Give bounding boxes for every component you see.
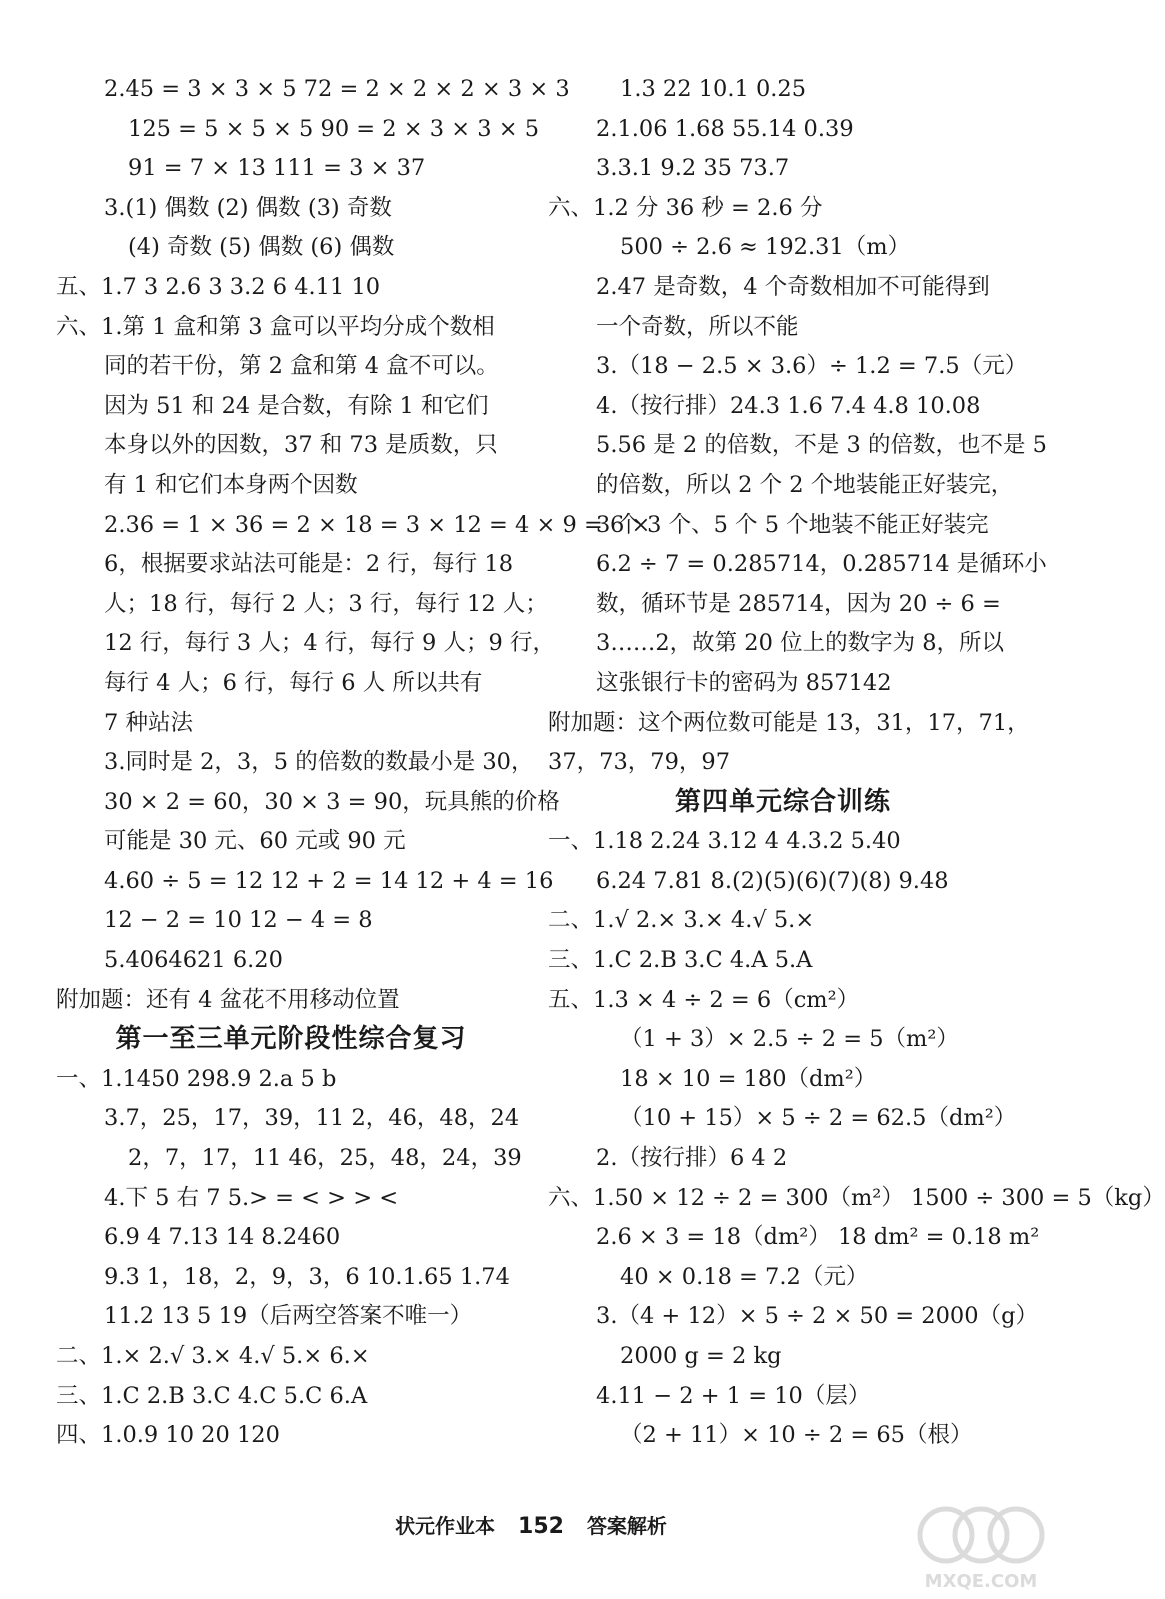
- answer-line: 3.同时是 2，3，5 的倍数的数最小是 30，: [104, 749, 534, 776]
- answer-line: 每行 4 人；6 行，每行 6 人 所以共有: [104, 669, 483, 696]
- answer-line: 同的若干份，第 2 盒和第 4 盒不可以。: [104, 353, 499, 380]
- answer-line: （1 + 3）× 2.5 ÷ 2 = 5（m²）: [620, 1026, 959, 1053]
- answer-line: 六、1.50 × 12 ÷ 2 = 300（m²） 1500 ÷ 300 = 5（kg）: [548, 1184, 1165, 1211]
- answer-line: 一个奇数，所以不能: [596, 313, 799, 340]
- answer-line: （2 + 11）× 10 ÷ 2 = 65（根）: [620, 1422, 973, 1449]
- answer-line: 3.3.1 9.2 35 73.7: [596, 155, 790, 182]
- answer-line: 六、1.第 1 盒和第 3 盒可以平均分成个数相: [56, 313, 495, 340]
- book-title: 状元作业本: [395, 1514, 496, 1538]
- answer-line: 可能是 30 元、60 元或 90 元: [104, 828, 406, 855]
- page-footer: [0, 1510, 1062, 1539]
- answer-line: 附加题：这个两位数可能是 13，31，17，71，: [548, 709, 1030, 736]
- answer-line: 6.2 ÷ 7 = 0.2̇85714̇，0.2̇85714̇ 是循环小: [596, 551, 1047, 578]
- answer-line: 6.9 4 7.13 14 8.2460: [104, 1224, 341, 1251]
- answer-line: 数，循环节是 285714，因为 20 ÷ 6 =: [596, 590, 1001, 617]
- answer-line: 三、1.C 2.B 3.C 4.A 5.A: [548, 947, 813, 974]
- answer-line: 37，73，79，97: [548, 749, 731, 776]
- answer-line: 2.6 × 3 = 18（dm²） 18 dm² = 0.18 m²: [596, 1224, 1040, 1251]
- answer-line: 2.36 = 1 × 36 = 2 × 18 = 3 × 12 = 4 × 9 = 6 ×: [104, 511, 651, 538]
- answer-line: 11.2 13 5 19（后两空答案不唯一）: [104, 1303, 473, 1330]
- watermark-logo: [906, 1495, 1056, 1595]
- answer-line: 二、1.× 2.√ 3.× 4.√ 5.× 6.×: [56, 1343, 370, 1369]
- answer-line: 五、1.7 3 2.6 3 3.2 6 4.11 10: [56, 273, 381, 300]
- answer-line: 6.24 7.81 8.(2)(5)(6)(7)(8) 9.48: [596, 867, 949, 894]
- answer-line: 3.(1) 偶数 (2) 偶数 (3) 奇数: [104, 194, 392, 221]
- answer-line: 2，7，17，11 46，25，48，24，39: [128, 1145, 522, 1172]
- answer-line: 12 − 2 = 10 12 − 4 = 8: [104, 907, 373, 934]
- answer-line: 四、1.0.9 10 20 120: [56, 1422, 280, 1449]
- answer-line: 一、1.18 2.24 3.12 4 4.3.2 5.40: [548, 828, 901, 855]
- section-heading: 第一至三单元阶段性综合复习: [115, 1024, 467, 1055]
- answer-line: (4) 奇数 (5) 偶数 (6) 偶数: [128, 234, 395, 261]
- answer-line: 3.（4 + 12）× 5 ÷ 2 × 50 = 2000（g）: [596, 1303, 1038, 1330]
- right-column: [548, 70, 1165, 1456]
- section-heading: 第四单元综合训练: [674, 786, 891, 817]
- answer-line: 2000 g = 2 kg: [620, 1343, 782, 1369]
- answer-line: 91 = 7 × 13 111 = 3 × 37: [128, 155, 426, 182]
- answer-line: 2.（按行排）6 4 2: [596, 1145, 788, 1172]
- answer-line: 人；18 行，每行 2 人；3 行，每行 12 人；: [104, 590, 548, 617]
- answer-line: 有 1 和它们本身两个因数: [104, 471, 358, 498]
- answer-line: 一、1.1450 298.9 2.a 5 b: [56, 1065, 337, 1092]
- answer-line: 2.45 = 3 × 3 × 5 72 = 2 × 2 × 2 × 3 × 3: [104, 76, 570, 102]
- answer-line: 4.11 − 2 + 1 = 10（层）: [596, 1382, 871, 1409]
- answer-line: （10 + 15）× 5 ÷ 2 = 62.5（dm²）: [620, 1105, 1017, 1132]
- answer-line: 六、1.2 分 36 秒 = 2.6 分: [548, 194, 823, 221]
- answer-line: 9.3 1，18，2，9，3，6 10.1.65 1.74: [104, 1263, 510, 1290]
- answer-line: 二、1.√ 2.× 3.× 4.√ 5.×: [548, 907, 815, 934]
- answer-line: 三、1.C 2.B 3.C 4.C 5.C 6.A: [56, 1382, 368, 1409]
- answer-line: 30 × 2 = 60，30 × 3 = 90，玩具熊的价格: [104, 788, 560, 815]
- answer-line: 五、1.3 × 4 ÷ 2 = 6（cm²）: [548, 986, 860, 1013]
- answer-line: 本身以外的因数，37 和 73 是质数，只: [104, 432, 498, 459]
- answer-line: 3.7，25，17，39，11 2，46，48，24: [104, 1105, 520, 1132]
- answer-line: 2.1.06 1.68 55.14 0.39: [596, 115, 854, 142]
- answer-line: 125 = 5 × 5 × 5 90 = 2 × 3 × 3 × 5: [128, 115, 540, 142]
- answer-line: 附加题：还有 4 盆花不用移动位置: [56, 986, 400, 1013]
- answer-line: 2.47 是奇数，4 个奇数相加不可能得到: [596, 273, 990, 300]
- section-title: 答案解析: [586, 1514, 667, 1538]
- answer-line: 4.（按行排）24.3 1.6 7.4 4.8 10.08: [596, 392, 981, 419]
- svg-text:MXQE.COM: MXQE.COM: [924, 1571, 1038, 1592]
- page-number: 152: [518, 1514, 564, 1539]
- answer-line: 7 种站法: [104, 709, 193, 736]
- answer-line: 5.4064621 6.20: [104, 947, 283, 974]
- answer-line: 18 × 10 = 180（dm²）: [620, 1065, 877, 1092]
- answer-line: 5.56 是 2 的倍数，不是 3 的倍数，也不是 5: [596, 432, 1047, 459]
- answer-line: 12 行，每行 3 人；4 行，每行 9 人；9 行，: [104, 630, 555, 657]
- answer-line: 的倍数，所以 2 个 2 个地装能正好装完，: [596, 471, 1014, 498]
- answer-line: 1.3 22 10.1 0.25: [620, 76, 807, 102]
- answer-line: 3 个 3 个、5 个 5 个地装不能正好装完: [596, 511, 989, 538]
- answer-line: 500 ÷ 2.6 ≈ 192.31（m）: [620, 234, 911, 261]
- answer-line: 4.下 5 右 7 5.> = < > > <: [104, 1184, 399, 1211]
- answer-line: 4.60 ÷ 5 = 12 12 + 2 = 14 12 + 4 = 16: [104, 867, 554, 894]
- answer-line: 因为 51 和 24 是合数，有除 1 和它们: [104, 392, 489, 419]
- answer-line: 3.（18 − 2.5 × 3.6）÷ 1.2 = 7.5（元）: [596, 353, 1028, 380]
- answer-line: 这张银行卡的密码为 857142: [596, 669, 892, 696]
- answer-line: 40 × 0.18 = 7.2（元）: [620, 1263, 869, 1290]
- answer-line: 3……2，故第 20 位上的数字为 8，所以: [596, 630, 1005, 657]
- answer-line: 6，根据要求站法可能是：2 行，每行 18: [104, 551, 514, 578]
